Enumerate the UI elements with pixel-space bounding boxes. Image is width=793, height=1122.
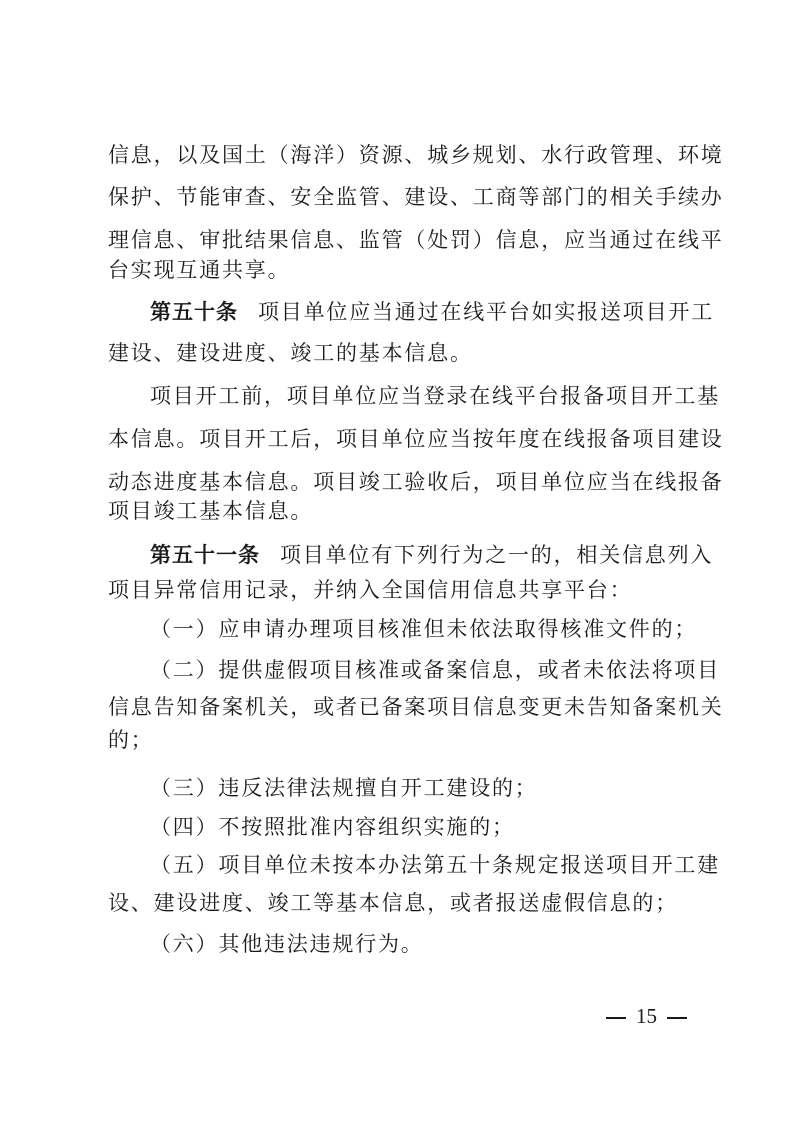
paragraph-line: 建设、建设进度、竣工的基本信息。 — [108, 341, 473, 365]
article-50-text: 项目单位应当通过在线平台如实报送项目开工 — [258, 300, 714, 324]
page-number-value: 15 — [636, 1004, 657, 1028]
paragraph-line: 理信息、审批结果信息、监管（处罚）信息，应当通过在线平 — [108, 228, 724, 252]
paragraph-line: 信息，以及国土（海洋）资源、城乡规划、水行政管理、环境 — [108, 143, 724, 167]
paragraph-line: 项目异常信用记录，并纳入全国信用信息共享平台： — [108, 578, 633, 602]
paragraph-line: 项目竣工基本信息。 — [108, 499, 314, 523]
article-51-heading: 第五十一条 — [150, 543, 260, 567]
article-51-text: 项目单位有下列行为之一的，相关信息列入 — [280, 543, 714, 567]
list-item: （六）其他违法违规行为。 — [150, 932, 424, 956]
paragraph-line: 设、建设进度、竣工等基本信息，或者报送虚假信息的； — [108, 891, 678, 915]
paragraph-line: 的； — [108, 728, 154, 752]
page-number — [596, 1001, 697, 1031]
paragraph-line: 项目开工前，项目单位应当登录在线平台报备项目开工基 — [150, 384, 720, 408]
article-50-heading: 第五十条 — [150, 300, 238, 324]
dash-right — [667, 1017, 687, 1019]
list-item: （五）项目单位未按本办法第五十条规定报送项目开工建 — [150, 853, 720, 877]
paragraph-line: 台实现互通共享。 — [108, 258, 291, 282]
paragraph-line: 信息告知备案机关，或者已备案项目信息变更未告知备案机关 — [108, 695, 724, 719]
article-50-line — [150, 297, 714, 327]
list-item: （四）不按照批准内容组织实施的； — [150, 815, 515, 839]
list-item: （一）应申请办理项目核准但未依法取得核准文件的； — [150, 617, 698, 641]
paragraph-line: 保护、节能审查、安全监管、建设、工商等部门的相关手续办 — [108, 185, 724, 209]
list-item: （三）违反法律法规擅自开工建设的； — [150, 776, 538, 800]
dash-left — [606, 1017, 626, 1019]
list-item: （二）提供虚假项目核准或备案信息，或者未依法将项目 — [150, 658, 720, 682]
article-51-line — [150, 540, 714, 570]
paragraph-line: 本信息。项目开工后，项目单位应当按年度在线报备项目建设 — [108, 427, 724, 451]
paragraph-line: 动态进度基本信息。项目竣工验收后，项目单位应当在线报备 — [108, 470, 724, 494]
